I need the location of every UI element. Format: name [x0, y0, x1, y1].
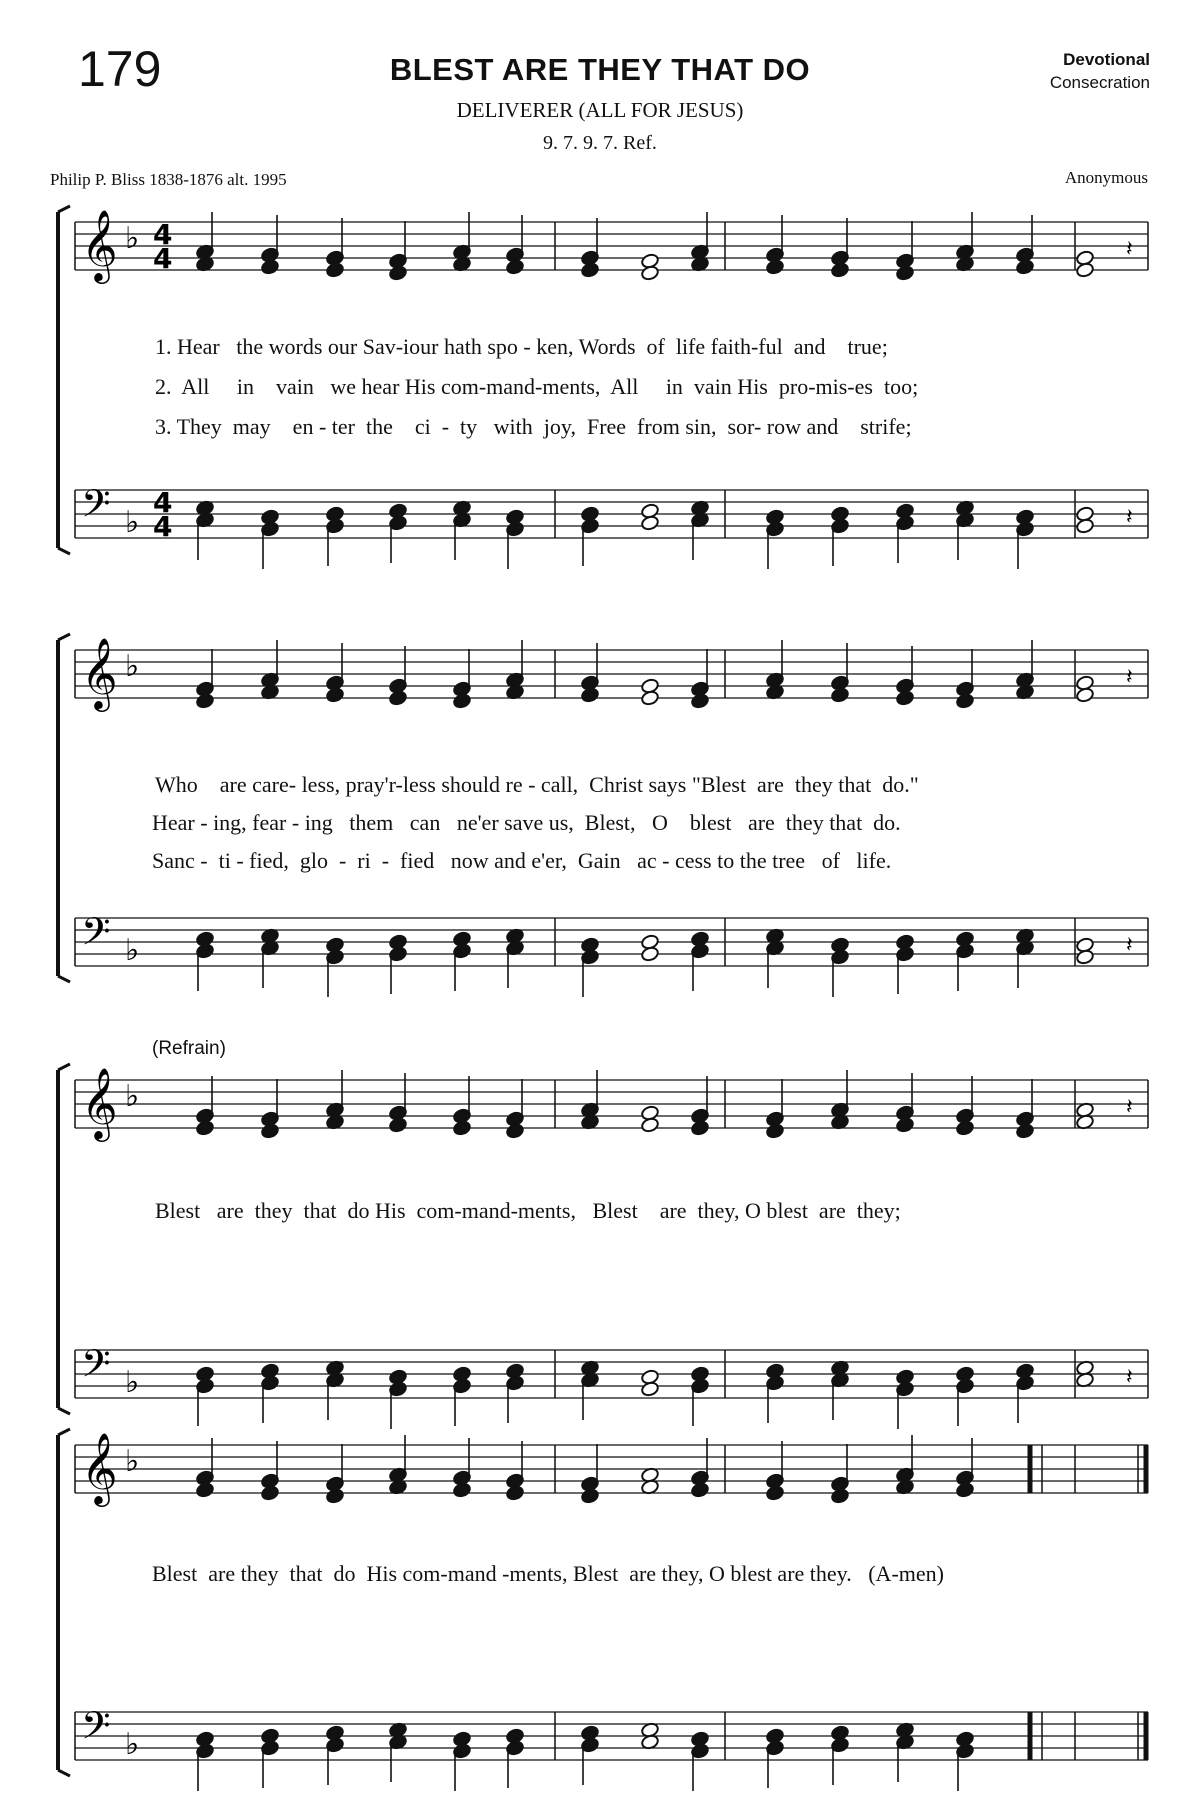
note-head	[955, 693, 974, 709]
category-primary: Devotional	[1063, 50, 1150, 69]
lyric-line-verse1: Who are care- less, pray'r-less should re - call, Christ says "Blest are they that do."	[155, 772, 919, 797]
flat-icon: ♭	[125, 933, 140, 968]
lyric-line-refrain-end: Blest are they that do His com-mand -ments, Blest are they, O blest are they. (A-men)	[152, 1561, 944, 1586]
bass-clef-icon: 𝄢	[81, 909, 111, 963]
note-head	[640, 265, 659, 281]
note-head	[195, 1120, 214, 1136]
note-head	[1015, 259, 1034, 275]
lyric-line-verse1: 1. Hear the words our Sav-iour hath spo - ken, Words of life faith-ful and true;	[155, 334, 888, 359]
flat-icon: ♭	[125, 221, 140, 256]
note-head	[640, 515, 659, 531]
bass-clef-icon: 𝄢	[81, 1703, 111, 1757]
note-head	[640, 1117, 659, 1133]
category-secondary: Consecration	[1049, 73, 1150, 92]
note-head	[830, 262, 849, 278]
flat-icon: ♭	[125, 505, 140, 540]
treble-clef-icon: 𝄞	[81, 636, 118, 709]
bracket-cap	[58, 976, 70, 982]
note-head	[955, 1482, 974, 1498]
lyric-line-verse3: Sanc - ti - fied, glo - ri - fied now and e'er, Gain ac - cess to the tree of life.	[152, 848, 892, 873]
flat-icon: ♭	[125, 649, 140, 684]
note-head	[388, 1117, 407, 1133]
note-head	[640, 690, 659, 706]
note-head	[580, 1488, 599, 1504]
note-head	[1015, 1123, 1034, 1139]
rest-icon: 𝄽	[1126, 237, 1133, 262]
note-head	[830, 687, 849, 703]
meter: 9. 7. 9. 7. Ref.	[543, 132, 657, 154]
time-signature-icon: 4	[153, 510, 173, 543]
time-signature-icon: 4	[153, 218, 173, 251]
note-head	[955, 1120, 974, 1136]
note-head	[260, 1485, 279, 1501]
bracket-cap	[58, 1770, 70, 1776]
rest-icon: 𝄽	[1126, 1095, 1133, 1120]
note-head	[830, 1488, 849, 1504]
note-head	[690, 693, 709, 709]
note-head	[765, 259, 784, 275]
treble-clef-icon: 𝄞	[81, 208, 118, 281]
rest-icon: 𝄽	[1126, 665, 1133, 690]
note-head	[505, 259, 524, 275]
lyric-line-verse2: 2. All in vain we hear His com-mand-ments, All in vain His pro-mis-es too;	[155, 374, 919, 399]
flat-icon: ♭	[125, 1365, 140, 1400]
note-head	[640, 946, 659, 962]
note-head	[1075, 262, 1094, 278]
note-head	[505, 1485, 524, 1501]
note-head	[765, 1123, 784, 1139]
bracket-cap	[58, 1064, 70, 1070]
note-head	[1075, 518, 1094, 534]
note-head	[580, 687, 599, 703]
note-head	[260, 1123, 279, 1139]
note-head	[388, 690, 407, 706]
treble-clef-icon: 𝄞	[81, 1431, 118, 1504]
note-head	[580, 262, 599, 278]
note-head	[260, 259, 279, 275]
hymn-number: 179	[78, 41, 162, 97]
time-signature-icon: 4	[153, 486, 173, 519]
refrain-label: (Refrain)	[152, 1038, 226, 1059]
time-signature-icon: 4	[153, 242, 173, 275]
note-head	[640, 1381, 659, 1397]
note-head	[452, 1482, 471, 1498]
note-head	[452, 1120, 471, 1136]
note-head	[195, 1482, 214, 1498]
note-head	[388, 265, 407, 281]
bracket-cap	[58, 548, 70, 554]
bracket-cap	[58, 1408, 70, 1414]
note-head	[452, 693, 471, 709]
rest-icon: 𝄽	[1126, 1365, 1133, 1390]
bass-clef-icon: 𝄢	[81, 1341, 111, 1395]
note-head	[325, 1488, 344, 1504]
rest-icon: 𝄽	[1126, 933, 1133, 958]
treble-clef-icon: 𝄞	[81, 1066, 118, 1139]
bracket-cap	[58, 206, 70, 212]
note-head	[895, 690, 914, 706]
lyric-line-verse3: 3. They may en - ter the ci - ty with joy, Free from sin, sor- row and strife;	[155, 414, 912, 439]
composer-credit: Philip P. Bliss 1838-1876 alt. 1995	[50, 170, 287, 189]
note-head	[690, 1482, 709, 1498]
flat-icon: ♭	[125, 1727, 140, 1762]
author-credit: Anonymous	[1064, 168, 1148, 187]
hymn-title: BLEST ARE THEY THAT DO	[389, 52, 811, 87]
note-head	[505, 1123, 524, 1139]
lyric-line-refrain: Blest are they that do His com-mand-ments, Blest are they, O blest are they;	[155, 1198, 901, 1223]
note-head	[895, 1117, 914, 1133]
bracket-cap	[58, 634, 70, 640]
note-head	[690, 1120, 709, 1136]
flat-icon: ♭	[125, 1444, 140, 1479]
bass-clef-icon: 𝄢	[81, 481, 111, 535]
note-head	[325, 262, 344, 278]
lyric-line-verse2: Hear - ing, fear - ing them can ne'er save us, Blest, O blest are they that do.	[152, 810, 901, 835]
note-head	[895, 265, 914, 281]
note-head	[765, 1485, 784, 1501]
note-head	[1075, 949, 1094, 965]
bracket-cap	[58, 1429, 70, 1435]
note-head	[195, 693, 214, 709]
rest-icon: 𝄽	[1126, 505, 1133, 530]
note-head	[325, 687, 344, 703]
note-head	[1075, 687, 1094, 703]
tune-name: DELIVERER (ALL FOR JESUS)	[456, 98, 744, 122]
flat-icon: ♭	[125, 1079, 140, 1114]
